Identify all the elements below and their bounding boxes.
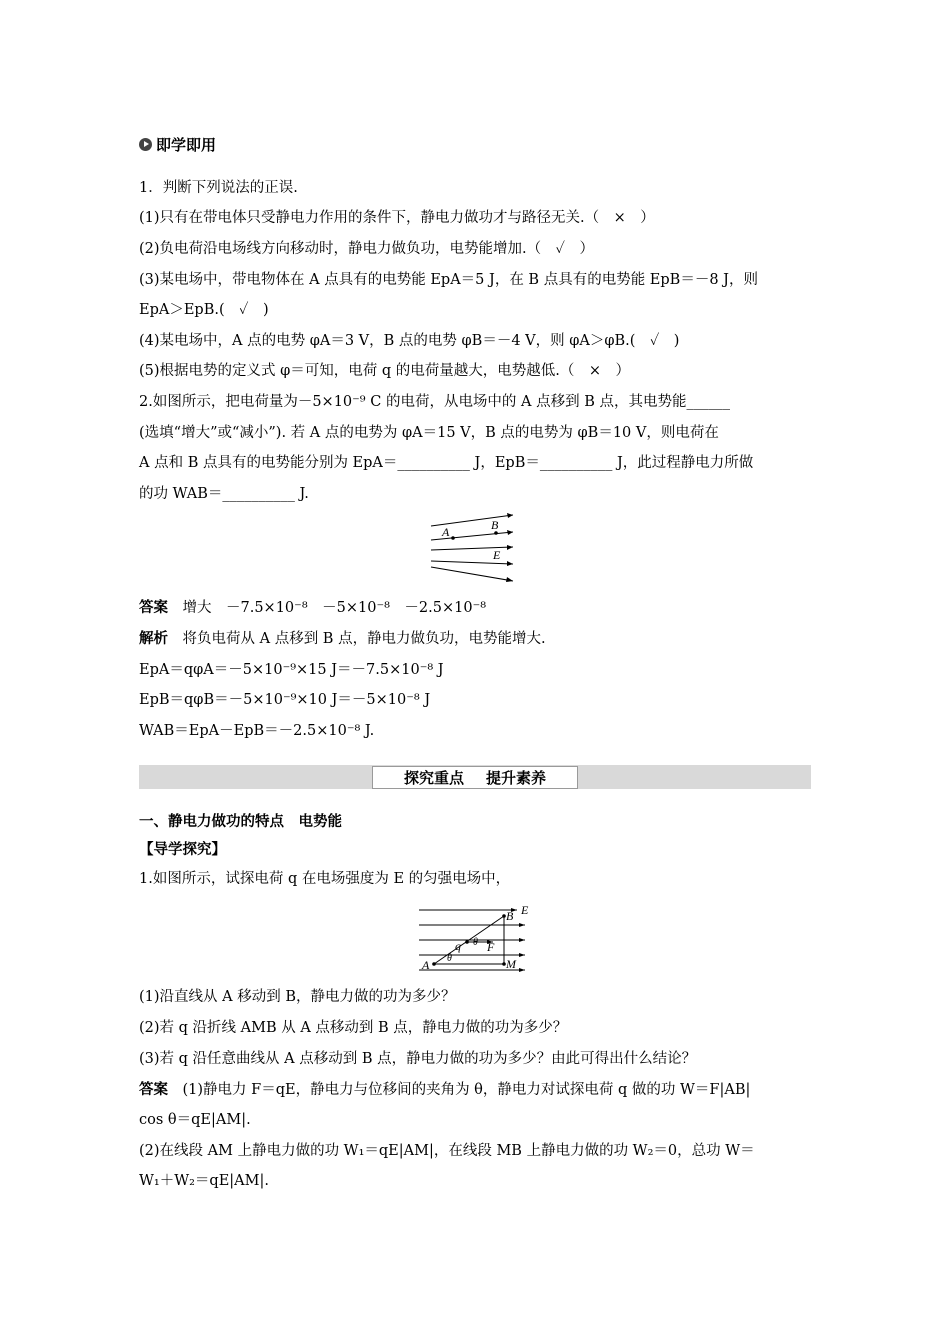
banner-left-text: 探究重点	[403, 769, 464, 787]
answer-text: 增大 －7.5×10⁻⁸ －5×10⁻⁸ －2.5×10⁻⁸	[182, 600, 487, 616]
section-1-answer-line-1	[139, 1080, 811, 1100]
answer-line	[139, 598, 811, 618]
q1-item-4: (4)某电场中，A 点的电势 φA＝3 V，B 点的电势 φB＝－4 V，则 φA＞φB.( ✓ )	[139, 333, 680, 349]
banner-badge	[372, 766, 578, 789]
section-banner	[139, 765, 811, 789]
section-1-question-1: (1)沿直线从 A 移动到 B，静电力做的功为多少？	[139, 989, 456, 1005]
section-1-answer-text-1: (1)静电力 F＝qE，静电力与位移间的夹角为 θ，静电力对试探电荷 q 做的功 W＝F|AB|	[182, 1082, 751, 1098]
point-a-label-2: A	[422, 958, 430, 972]
section-1-answer-label: 答案	[139, 1082, 168, 1098]
q1-item-1: (1)只有在带电体只受静电力作用的条件下，静电力做功才与路径无关.（ × ）	[139, 210, 655, 226]
point-b-label: B	[491, 518, 499, 532]
uniform-field-figure-2	[417, 901, 547, 975]
section-header: 即学即用	[139, 135, 811, 155]
q1-item-3-cont: EpA＞EpB.( ✓ )	[139, 302, 269, 318]
q2-line-4: 的功 WAB＝__________ J.	[139, 486, 309, 502]
q2-line-1: 2.如图所示，把电荷量为－5×10⁻⁹ C 的电荷，从电场中的 A 点移到 B 点，其电势能______	[139, 394, 730, 410]
analysis-eq-2: EpB＝qφB＝－5×10⁻⁹×10 J＝－5×10⁻⁸ J	[139, 692, 431, 708]
q1-item-2: (2)负电荷沿电场线方向移动时，静电力做负功，电势能增加.（ ✓ ）	[139, 241, 594, 257]
banner-right-text: 提升素养	[486, 769, 547, 787]
analysis-eq-3: WAB＝EpA－EpB＝－2.5×10⁻⁸ J.	[139, 723, 375, 739]
analysis-eq-1: EpA＝qφA＝－5×10⁻⁹×15 J＝－7.5×10⁻⁸ J	[139, 662, 444, 678]
field-e-label: E	[493, 548, 501, 562]
section-1-answer-line-2: cos θ＝qE|AM|.	[139, 1112, 251, 1128]
field-lines-figure-1	[429, 512, 519, 586]
section-1-answer-line-3: (2)在线段 AM 上静电力做的功 W₁＝qE|AM|，在线段 MB 上静电力做的功 W₂＝0，总功 W＝	[139, 1143, 755, 1159]
analysis-label: 解析	[139, 631, 168, 647]
q1-item-3: (3)某电场中，带电物体在 A 点具有的电势能 EpA＝5 J，在 B 点具有的电势能 EpB＝－8 J，则	[139, 272, 758, 288]
theta-label-upper: θ	[473, 937, 478, 948]
play-circle-icon	[139, 138, 152, 151]
question-1-title: 1．判断下列说法的正误.	[139, 180, 298, 196]
section-1-subtitle: 【导学探究】	[139, 842, 226, 858]
section-1-title: 一、静电力做功的特点 电势能	[139, 814, 342, 830]
section-1-question-3: (3)若 q 沿任意曲线从 A 点移动到 B 点，静电力做的功为多少？由此可得出什么结论？	[139, 1051, 697, 1067]
point-b-label-2: B	[506, 909, 514, 923]
section-1-answer-line-4: W₁＋W₂＝qE|AM|.	[139, 1173, 269, 1189]
analysis-line	[139, 629, 811, 649]
charge-q-label: q	[455, 939, 461, 953]
section-1-question-2: (2)若 q 沿折线 AMB 从 A 点移动到 B 点，静电力做的功为多少？	[139, 1020, 568, 1036]
answer-label: 答案	[139, 600, 168, 616]
point-a-label: A	[442, 525, 450, 539]
q2-line-3: A 点和 B 点具有的电势能分别为 EpA＝__________ J，EpB＝__________ J，此过程静电力所做	[139, 455, 754, 471]
force-f-label: F	[487, 940, 495, 954]
point-m-label: M	[506, 957, 516, 971]
section-1-intro: 1.如图所示，试探电荷 q 在电场强度为 E 的匀强电场中，	[139, 871, 511, 887]
field-e-label-2: E	[521, 903, 529, 917]
q2-line-2: (选填“增大”或“减小”). 若 A 点的电势为 φA＝15 V，B 点的电势为 φB＝10 V，则电荷在	[139, 425, 719, 441]
theta-label-lower: θ	[447, 953, 452, 964]
q1-item-5: (5)根据电势的定义式 φ＝可知，电荷 q 的电荷量越大，电势越低.（ × ）	[139, 363, 631, 379]
analysis-text: 将负电荷从 A 点移到 B 点，静电力做负功，电势能增大.	[182, 631, 546, 647]
